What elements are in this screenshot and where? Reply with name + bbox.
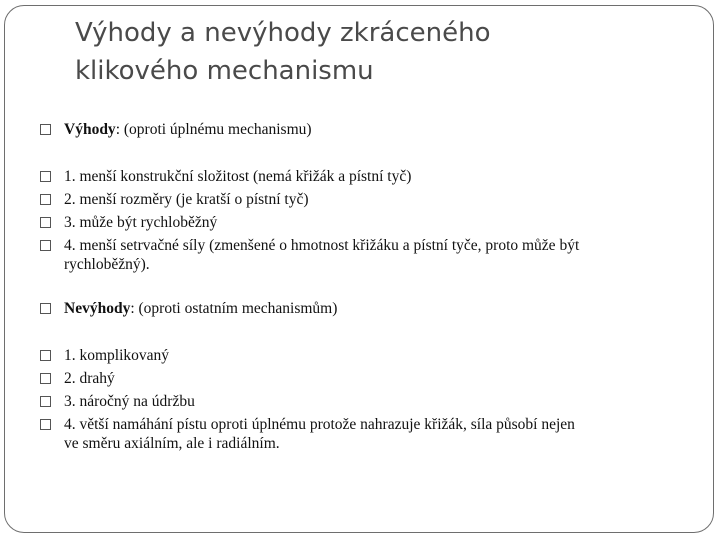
- bullet-box-icon: [40, 217, 51, 228]
- bullet-box-icon: [40, 350, 51, 361]
- slide-title-line-2: klikového mechanismu: [75, 56, 374, 86]
- bullet-box-icon: [40, 373, 51, 384]
- bullet-box-icon: [40, 396, 51, 407]
- disadvantages-rest: : (oproti ostatním mechanismům): [130, 300, 338, 317]
- advantages-lead: Výhody: [64, 121, 116, 138]
- bullet-box-icon: [40, 194, 51, 205]
- disadvantages-lead: Nevýhody: [64, 300, 131, 317]
- bullet-box-icon: [40, 171, 51, 182]
- bullet-box-icon: [40, 419, 51, 430]
- bullet-box-icon: [40, 124, 51, 135]
- bullet-box-icon: [40, 240, 51, 251]
- advantages-rest: : (oproti úplnému mechanismu): [115, 121, 312, 138]
- slide-title-line-1: Výhody a nevýhody zkráceného: [75, 18, 491, 48]
- slide-title: [75, 14, 675, 90]
- bullet-box-icon: [40, 303, 51, 314]
